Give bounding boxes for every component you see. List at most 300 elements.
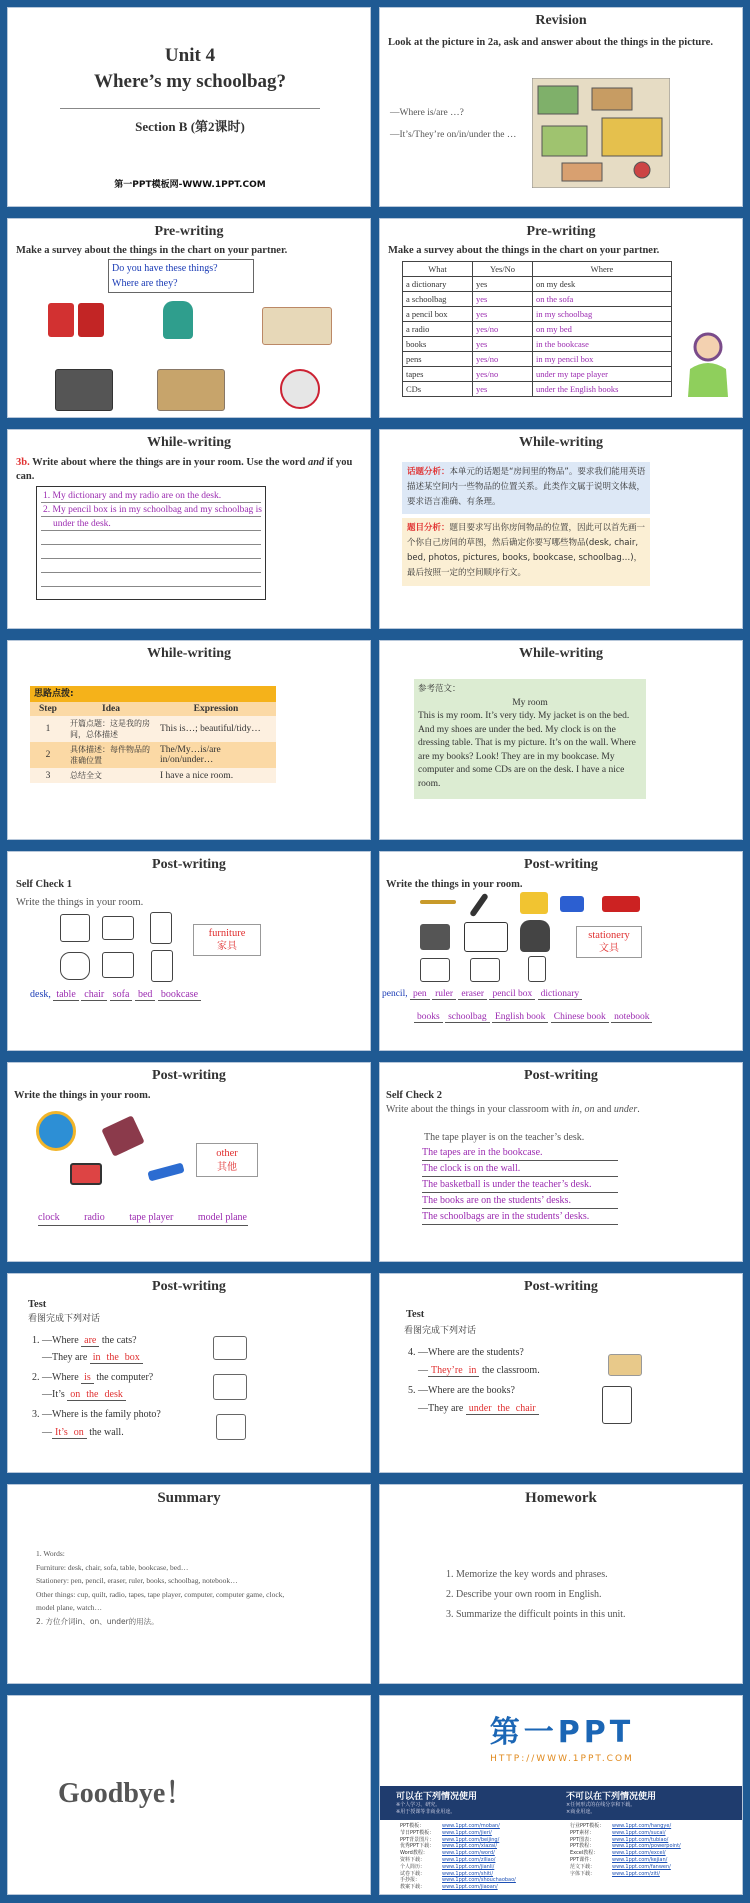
answer-cell: yes/no — [473, 367, 533, 382]
answer-word: schoolbag — [445, 1012, 490, 1023]
site-link-label: PPT教程： — [570, 1843, 595, 1850]
homework-item: 2. Describe your own room in English. — [446, 1589, 602, 1600]
answer-text: the wall. — [89, 1427, 124, 1438]
question-heading: 题目分析： — [407, 523, 450, 533]
site-link-row — [400, 1830, 516, 1837]
slide-heading: Post-writing — [524, 1068, 598, 1083]
answer-word: model plane — [197, 1212, 247, 1223]
slide-heading: Post-writing — [524, 857, 598, 872]
slide-postwriting-stationery — [379, 851, 743, 1051]
essay-heading: My room — [512, 698, 548, 708]
table-row — [403, 292, 672, 307]
site-link[interactable]: www.1ppt.com/excel/ — [612, 1850, 666, 1857]
answer-word: are — [81, 1335, 99, 1347]
desk-icon — [102, 916, 134, 940]
site-link[interactable]: www.1ppt.com/kejian/ — [612, 1856, 668, 1863]
instruction: Write the things in your room. — [16, 897, 144, 908]
answer-word: under — [466, 1403, 495, 1415]
can-use-1: ※个人学习、研究。 — [396, 1802, 441, 1808]
slide-heading: Pre-writing — [526, 224, 596, 239]
bedroom-picture — [532, 78, 670, 188]
question-2: Where are they? — [112, 278, 178, 289]
essay-body: This is my room. It’s very tidy. My jacket is on the bed. And my shoes are under the bed. My clock is on the dressing table. That is my picture. It’s on the wall. Where are my books? Look! They are in my bookcase. My computer and some CDs are on the desk. I have a nice room. — [418, 711, 636, 789]
site-link-label: 行业PPT模板： — [570, 1823, 605, 1829]
test-label: Test — [28, 1299, 47, 1310]
site-link-label: PPT图表： — [570, 1836, 595, 1843]
tips-label: 思路点拨: — [30, 686, 276, 702]
slide-revision — [379, 7, 743, 207]
site-link-label: 字体下载： — [570, 1870, 596, 1877]
answer-sentence: The tapes are in the bookcase. — [422, 1146, 618, 1161]
site-link-row — [400, 1864, 516, 1871]
summary-line: Furniture: desk, chair, sofa, table, bookcase, bed… — [36, 1562, 189, 1572]
site-link-row — [570, 1850, 681, 1857]
cannot-use-heading: 不可以在下列情况使用 — [566, 1792, 657, 1802]
link-list-right — [570, 1823, 681, 1877]
category-cn: 其他 — [217, 1162, 237, 1173]
slide-heading: Post-writing — [524, 1279, 598, 1294]
instruction: Make a survey about the things in the chart on your partner. — [388, 245, 660, 256]
answer-text: —They are — [418, 1403, 464, 1414]
site-link-row — [570, 1823, 681, 1830]
answer-word: box — [122, 1352, 143, 1364]
answer-word: pen — [410, 989, 430, 1000]
question-text: the cats? — [101, 1335, 137, 1346]
category-box — [576, 926, 642, 958]
homework-list — [446, 1565, 626, 1625]
classroom-picture — [608, 1354, 642, 1376]
step-idea: 开篇点题：这是我的房间，总体描述 — [70, 719, 150, 739]
slide-heading: Summary — [157, 1490, 221, 1506]
slide-postwriting-selfcheck2 — [379, 1062, 743, 1262]
answer-line-2 — [414, 1010, 652, 1024]
site-link-label: PPT模板： — [400, 1823, 425, 1829]
site-link-label: 手抄报： — [400, 1877, 421, 1884]
slide-homework — [379, 1484, 743, 1684]
site-link-row — [570, 1857, 681, 1864]
instruction: Make a survey about the things in the chart on your partner. — [16, 245, 288, 256]
instruction — [386, 1103, 640, 1117]
site-link-row — [570, 1830, 681, 1837]
site-link-label: 个人简历： — [400, 1863, 426, 1870]
sofa-icon — [60, 952, 90, 980]
site-link-label: 优秀PPT下载： — [400, 1843, 435, 1850]
task-number: 3b. — [16, 457, 30, 468]
answer-word: dictionary — [538, 989, 583, 1000]
test-label: Test — [406, 1309, 425, 1320]
links-area — [380, 1820, 743, 1895]
tape-player-icon — [70, 1163, 102, 1185]
family-photo-picture — [216, 1414, 246, 1440]
homework-item: 3. Summarize the difficult points in this unit. — [446, 1609, 626, 1620]
answer-cell: yes — [473, 307, 533, 322]
answer-word: is — [81, 1372, 94, 1384]
site-link-row — [400, 1884, 516, 1891]
site-link[interactable]: www.1ppt.com/xiazai/ — [442, 1843, 498, 1850]
slide-heading: Homework — [525, 1490, 597, 1506]
site-link[interactable]: www.1ppt.com/jianli/ — [442, 1863, 495, 1870]
answer-word: chair — [513, 1403, 539, 1415]
slide-heading: While-writing — [147, 435, 231, 450]
logo-area — [380, 1696, 743, 1786]
step-expression: This is…; beautiful/tidy… — [160, 724, 261, 734]
self-check-label: Self Check 2 — [386, 1090, 442, 1101]
keyword: in, on — [571, 1104, 595, 1115]
notebook-icon — [528, 956, 546, 982]
site-link[interactable]: www.1ppt.com/ziliao/ — [442, 1856, 496, 1863]
lesson-title: Where’s my schoolbag? — [93, 71, 287, 92]
answer-line — [30, 988, 201, 1002]
answer-word: They’re — [428, 1365, 466, 1377]
table-icon — [60, 914, 90, 942]
site-link-label: 节日PPT模板： — [400, 1829, 435, 1836]
summary-line: Stationery: pen, pencil, eraser, ruler, books, schoolbag, notebook… — [36, 1576, 238, 1585]
topic-analysis — [402, 462, 650, 514]
table-row — [403, 337, 672, 352]
slide-prewriting-1 — [7, 218, 371, 418]
survey-table — [402, 261, 672, 397]
instruction: 看图完成下列对话 — [404, 1326, 477, 1336]
question-text: 3. —Where is the family photo? — [32, 1409, 161, 1420]
question-pattern: —Where is/are …? — [390, 108, 464, 118]
site-link-row — [570, 1864, 681, 1871]
answer-text: the classroom. — [481, 1365, 540, 1376]
dictionary-icon — [78, 303, 104, 337]
answer-word: desk — [102, 1389, 126, 1401]
slide-whilewriting-2 — [379, 429, 743, 629]
answer-word: the — [495, 1403, 513, 1415]
answer-word: in — [90, 1352, 104, 1364]
item-cell: pens — [403, 352, 473, 367]
answer-word: radio — [84, 1212, 105, 1223]
site-link-label: PPT背景图片： — [400, 1836, 435, 1843]
instruction: 看图完成下列对话 — [28, 1314, 101, 1324]
slide-heading: While-writing — [519, 646, 603, 661]
site-link-row — [400, 1857, 516, 1864]
answer-text: —They are — [42, 1352, 88, 1363]
lead-word: pencil, — [382, 989, 408, 999]
pencil-box-icon — [262, 307, 332, 345]
summary-line: model plane, watch… — [36, 1603, 103, 1612]
topic-text: 本单元的话题是“房间里的物品”。要求我们能用英语描述某空间内一些物品的位置关系。此类作文属于说明文体裁，要求语言准确、有条理。 — [407, 467, 646, 507]
category-box — [193, 924, 261, 956]
instruction: Write the things in your room. — [14, 1090, 151, 1101]
question-analysis — [402, 518, 650, 586]
question-text: 题目要求写出你房间物品的位置，因此可以首先画一个你自己房间的草图，然后确定你要写哪些物品(desk, chair, bed, photos, pictures, books, bookcase, schoolbag…)，最后按照一定的空间顺序行文。 — [407, 523, 646, 578]
item-cell: a schoolbag — [403, 292, 473, 307]
site-link[interactable]: www.1ppt.com/ziti/ — [612, 1870, 660, 1877]
answer-word: ruler — [432, 989, 456, 1000]
category-en: furniture — [208, 928, 246, 939]
topic-heading: 话题分析： — [407, 467, 450, 477]
site-link-label: 资料下载： — [400, 1856, 426, 1863]
site-link-label: 教案下载： — [400, 1884, 426, 1891]
answer-word: on — [71, 1427, 87, 1439]
place-cell: under the English books — [533, 382, 672, 397]
summary-line: 1. Words: — [36, 1549, 65, 1558]
books-icon — [464, 922, 508, 952]
place-cell: in my schoolbag — [533, 307, 672, 322]
site-logo: 第一PPT — [489, 1715, 635, 1750]
table-row — [403, 322, 672, 337]
answer-cell: yes — [473, 292, 533, 307]
cannot-use-1: ×任何形式的在线分享和下载。 — [566, 1802, 636, 1808]
instruction-and: and — [596, 1104, 612, 1115]
question-1: Do you have these things? — [112, 263, 218, 274]
answer-word: the — [83, 1389, 101, 1401]
answer-cell: yes — [473, 382, 533, 397]
answer-pattern: —It’s/They’re on/in/under the … — [390, 130, 517, 140]
question-text: 5. —Where are the books? — [408, 1385, 515, 1396]
writing-box — [36, 486, 266, 600]
site-link-label: Excel教程： — [570, 1850, 599, 1857]
slide-heading: While-writing — [147, 646, 231, 661]
pen-icon — [469, 893, 489, 918]
instruction: Look at the picture in 2a, ask and answer about the things in the picture. — [388, 37, 713, 48]
slide-goodbye — [7, 1695, 371, 1895]
slide-heading: Post-writing — [152, 1068, 226, 1083]
site-link[interactable]: www.1ppt.com/shiti/ — [442, 1870, 494, 1877]
site-link-row — [400, 1823, 516, 1830]
table-row — [403, 382, 672, 397]
link-list-left — [400, 1823, 516, 1891]
answer-word: the — [104, 1352, 122, 1364]
step-idea: 总结全文 — [70, 771, 102, 780]
answer-word: English book — [492, 1012, 548, 1023]
step-idea: 具体描述：每件物品的准确位置 — [70, 745, 150, 765]
english-book-icon — [420, 958, 450, 982]
answer-cell: yes/no — [473, 352, 533, 367]
place-cell: in my pencil box — [533, 352, 672, 367]
answer-text: —It’s — [42, 1389, 65, 1400]
site-link[interactable]: www.1ppt.com/powerpoint/ — [612, 1843, 681, 1850]
site-link[interactable]: www.1ppt.com/tubiao/ — [612, 1836, 669, 1843]
summary-line: 2. 方位介词in、on、under的用法。 — [36, 1616, 159, 1626]
summary-text — [36, 1547, 356, 1628]
table-row — [403, 307, 672, 322]
clock-icon — [36, 1111, 76, 1151]
step-number: 1 — [45, 724, 51, 734]
item-cell: a dictionary — [403, 277, 473, 292]
ruler-icon — [520, 892, 548, 914]
slide-heading: While-writing — [519, 435, 603, 450]
category-box — [196, 1143, 258, 1177]
dictionary-icon — [48, 303, 74, 337]
slide-whilewriting-1 — [7, 429, 371, 629]
answer-word: clock — [38, 1212, 60, 1223]
table-row — [403, 352, 672, 367]
site-link-row — [570, 1871, 681, 1878]
category-en: stationery — [588, 930, 630, 941]
slide-prewriting-2 — [379, 218, 743, 418]
divider — [60, 108, 320, 109]
radio-icon — [101, 1115, 144, 1157]
answer-sentence: The schoolbags are in the students’ desks. — [422, 1210, 618, 1225]
answer-cell: yes/no — [473, 322, 533, 337]
question-text: 1. —Where — [32, 1335, 79, 1346]
model-plane-icon — [147, 1163, 184, 1182]
answer-text: — — [42, 1427, 52, 1438]
answer-cell: yes — [473, 337, 533, 352]
answer-line — [38, 1211, 248, 1226]
site-link-label: 范文下载： — [570, 1863, 596, 1870]
answer-word: bed — [135, 989, 155, 1001]
section-label: Section B (第2课时) — [135, 119, 245, 134]
site-link[interactable]: www.1ppt.com/fanwen/ — [612, 1863, 671, 1870]
homework-item: 1. Memorize the key words and phrases. — [446, 1569, 608, 1580]
site-link[interactable]: www.1ppt.com/beijing/ — [442, 1836, 500, 1843]
site-link-label: PPT素材： — [570, 1829, 595, 1836]
answer-word: It’s — [52, 1427, 71, 1439]
category-cn: 家具 — [217, 941, 237, 952]
step-number: 2 — [45, 750, 51, 760]
instruction: Write about where the things are in your room. Use the word — [32, 457, 306, 468]
column-header: Expression — [193, 704, 239, 714]
place-cell: on my desk — [533, 277, 672, 292]
bed-icon — [102, 952, 134, 978]
question-text: 4. —Where are the students? — [408, 1347, 524, 1358]
place-cell: on the sofa — [533, 292, 672, 307]
question-text: 2. —Where — [32, 1372, 79, 1383]
slide-postwriting-test-1 — [7, 1273, 371, 1473]
pencil-box-icon — [602, 896, 640, 912]
site-link-label: 试卷下载： — [400, 1870, 426, 1877]
chair-icon — [150, 912, 172, 944]
item-cell: a pencil box — [403, 307, 473, 322]
instruction-dot: . — [637, 1104, 640, 1115]
answer-word: tape player — [129, 1212, 174, 1223]
place-cell: on my bed — [533, 322, 672, 337]
instruction-end: if you can. — [16, 457, 353, 482]
step-expression: I have a nice room. — [160, 770, 234, 781]
slide-title — [7, 7, 371, 207]
lead-word: desk, — [30, 989, 51, 1000]
instruction: Write the things in your room. — [386, 879, 523, 890]
bookcase-icon — [151, 950, 173, 982]
eraser-icon — [560, 896, 584, 912]
question-box — [108, 259, 254, 293]
question-text: the computer? — [96, 1372, 154, 1383]
slide-postwriting-test-2 — [379, 1273, 743, 1473]
sentence-2a: 2. My pencil box is in my schoolbag and my schoolbag is — [43, 505, 263, 515]
place-cell: under my tape player — [533, 367, 672, 382]
sample-label: 参考范文： — [418, 684, 461, 694]
computer-desk-picture — [213, 1374, 247, 1400]
site-link[interactable]: www.1ppt.com/shouchaobao/ — [442, 1877, 516, 1884]
chair-picture — [602, 1386, 632, 1424]
site-link[interactable]: www.1ppt.com/jiaoan/ — [442, 1884, 498, 1891]
step-expression: The/My…is/are in/on/under… — [160, 745, 221, 765]
answer-word: on — [67, 1389, 83, 1401]
answer-text: — — [418, 1365, 428, 1376]
goodbye-text: Goodbye！ — [58, 1778, 194, 1809]
column-header: Idea — [102, 704, 120, 714]
slide-postwriting-other — [7, 1062, 371, 1262]
cannot-use-2: ×商业用途。 — [566, 1809, 596, 1815]
sentence-2b: under the desk. — [53, 519, 111, 529]
slide-heading: Post-writing — [152, 857, 226, 872]
cd-icon — [280, 369, 320, 409]
can-use-heading: 可以在下列情况使用 — [396, 1792, 478, 1802]
summary-line: Other things: cup, quilt, radio, tapes, tape player, computer, computer game, clock, — [36, 1589, 285, 1599]
column-header: Step — [39, 704, 57, 714]
answer-word: sofa — [110, 989, 133, 1001]
slide-heading: Pre-writing — [154, 224, 224, 239]
instruction-text: Write about the things in your classroom with — [386, 1104, 570, 1115]
books-icon — [157, 369, 225, 411]
site-link-label: PPT课件： — [570, 1856, 595, 1863]
site-url: HTTP://WWW.1PPT.COM — [490, 1754, 634, 1764]
answer-word: bookcase — [158, 989, 201, 1001]
sample-essay — [414, 679, 646, 799]
answer-word: table — [53, 989, 78, 1001]
place-cell: in the bookcase — [533, 337, 672, 352]
answer-word: notebook — [611, 1012, 652, 1023]
column-header: Where — [533, 262, 672, 277]
table-row — [403, 367, 672, 382]
steps-table — [30, 702, 276, 783]
site-link[interactable]: www.1ppt.com/word/ — [442, 1850, 495, 1857]
can-use-2: ※用于授课等非商业用途。 — [396, 1809, 456, 1815]
item-cell: books — [403, 337, 473, 352]
site-link-row — [400, 1850, 516, 1857]
cats-box-picture — [213, 1336, 247, 1360]
pencil-icon — [420, 900, 456, 904]
answer-cell: yes — [473, 277, 533, 292]
slide-whilewriting-4 — [379, 640, 743, 840]
item-cell: a radio — [403, 322, 473, 337]
example-sentence: The tape player is on the teacher’s desk. — [424, 1132, 585, 1143]
answer-sentence: The clock is on the wall. — [422, 1162, 618, 1177]
keyword: and — [307, 457, 325, 468]
schoolbag-icon — [520, 920, 550, 952]
category-en: other — [216, 1148, 238, 1159]
slide-heading: Post-writing — [152, 1279, 226, 1294]
answer-word: in — [466, 1365, 480, 1377]
sentence-1: 1. My dictionary and my radio are on the desk. — [43, 491, 222, 501]
unit-label: Unit 4 — [164, 45, 216, 66]
self-check-label: Self Check 1 — [16, 879, 72, 890]
slide-summary — [7, 1484, 371, 1684]
table-row — [403, 277, 672, 292]
site-link[interactable]: www.1ppt.com/sucai/ — [612, 1829, 666, 1836]
site-link[interactable]: www.1ppt.com/moban/ — [442, 1823, 500, 1829]
slide-heading: Revision — [535, 13, 587, 28]
chinese-book-icon — [470, 958, 500, 982]
answer-sentence: The basketball is under the teacher’s desk. — [422, 1178, 618, 1193]
category-cn: 文具 — [599, 943, 619, 954]
slide-whilewriting-3 — [7, 640, 371, 840]
answer-word: books — [414, 1012, 443, 1023]
item-cell: CDs — [403, 382, 473, 397]
schoolbag-icon — [163, 301, 193, 339]
answer-word: eraser — [458, 989, 487, 1000]
item-cell: tapes — [403, 367, 473, 382]
slide-postwriting-furniture — [7, 851, 371, 1051]
answer-word: chair — [81, 989, 107, 1001]
dictionary-icon — [420, 924, 450, 950]
site-label: 第一PPT模板网-WWW.1PPT.COM — [114, 180, 266, 190]
answer-word: Chinese book — [551, 1012, 609, 1023]
step-number: 3 — [45, 770, 51, 781]
site-link-label: Word教程： — [400, 1850, 428, 1857]
column-header: What — [403, 262, 473, 277]
answer-sentence: The books are on the students’ desks. — [422, 1194, 618, 1209]
site-link[interactable]: www.1ppt.com/jieri/ — [442, 1829, 492, 1836]
radio-icon — [55, 369, 113, 411]
site-link[interactable]: www.1ppt.com/hangye/ — [612, 1823, 672, 1829]
girl-illustration — [680, 329, 735, 399]
